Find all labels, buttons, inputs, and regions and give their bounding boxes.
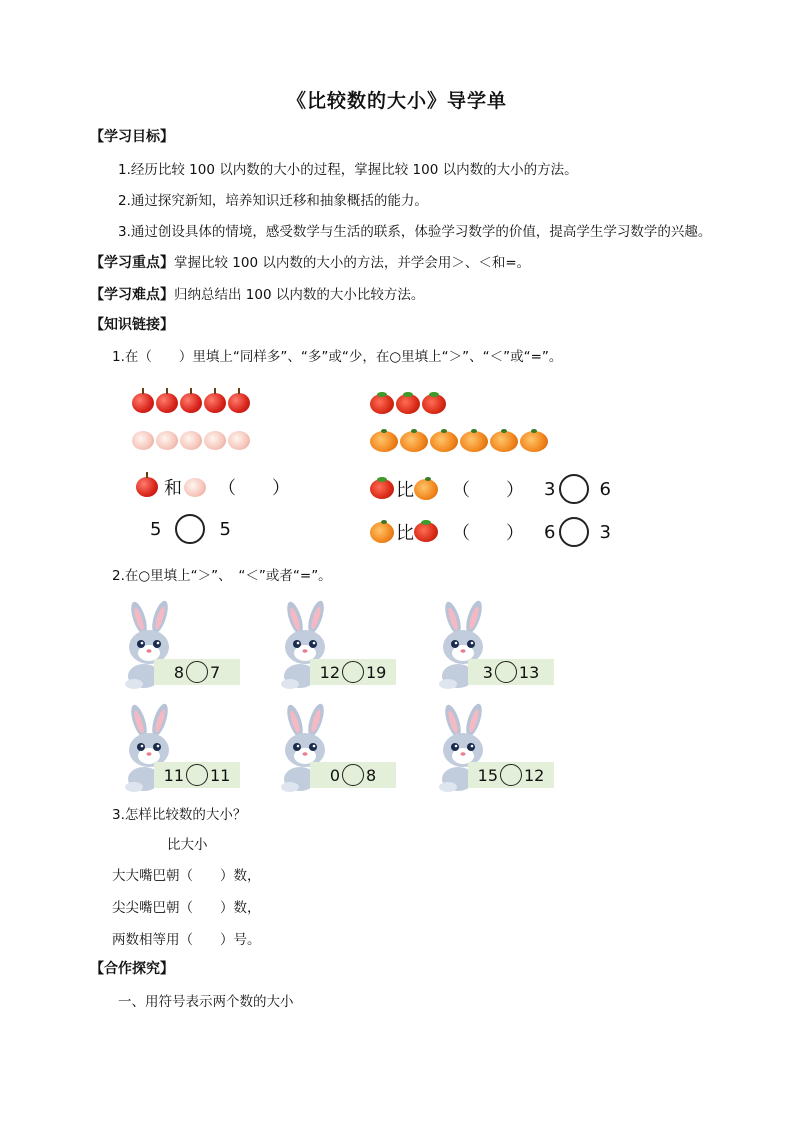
- compare-right: 7: [210, 662, 221, 682]
- compare-left: 6: [544, 521, 556, 543]
- apple-icon: [136, 477, 158, 497]
- rabbit-compare-card: [122, 703, 252, 793]
- difficulty-text: 归纳总结出 100 以内数的大小比较方法。: [174, 287, 425, 303]
- rabbit-compare-card: [278, 703, 408, 793]
- compare-left: 12: [319, 662, 340, 682]
- knowledge-link-heading: 【知识链接】: [90, 317, 174, 333]
- orange-icon: [490, 431, 518, 452]
- question-1: 1.在（ ）里填上“同样多”、“多”或“少，在○里填上“＞”、“＜”或“=”。: [112, 349, 563, 365]
- compare-left: 11: [163, 765, 184, 785]
- compare-box: [154, 659, 240, 685]
- compare-left: 0: [329, 765, 340, 785]
- orange-icon: [414, 479, 438, 500]
- compare-right: 6: [599, 478, 611, 500]
- question-2: 2.在○里填上“＞”、 “＜”或者“=”。: [112, 568, 332, 584]
- compare-right: 5: [219, 518, 231, 540]
- goal-1: 1.经历比较 100 以内数的大小的过程，掌握比较 100 以内数的大小的方法。: [118, 162, 578, 178]
- cooperative-heading: 【合作探究】: [90, 961, 174, 977]
- compare-circle[interactable]: [500, 764, 522, 786]
- answer-blank[interactable]: （ ）: [452, 480, 524, 501]
- tomato-orange-compare: [370, 474, 611, 504]
- compare-box: [154, 762, 240, 788]
- compare-box: [310, 762, 396, 788]
- compare-left: 15: [477, 765, 498, 785]
- compare-right: 12: [524, 765, 545, 785]
- compare-circle[interactable]: [186, 661, 208, 683]
- compare-left: 8: [173, 662, 184, 682]
- compare-right: 19: [366, 662, 387, 682]
- orange-icon: [460, 431, 488, 452]
- compare-heading: 比大小: [167, 837, 208, 853]
- page-title: 《比较数的大小》导学单: [286, 90, 507, 112]
- peach-icon: [204, 431, 226, 450]
- tomato-icon: [414, 522, 438, 542]
- rabbit-compare-card: [122, 600, 252, 690]
- apple-icon: [132, 393, 154, 413]
- goal-2: 2.通过探究新知，培养知识迁移和抽象概括的能力。: [118, 193, 428, 209]
- orange-icon: [400, 431, 428, 452]
- compare-circle[interactable]: [175, 514, 205, 544]
- orange-icon: [370, 431, 398, 452]
- and-label: 和: [164, 478, 182, 499]
- compare-box: [468, 659, 554, 685]
- rabbit-compare-card: [278, 600, 408, 690]
- compare-left: 5: [150, 518, 162, 540]
- peach-row: [132, 431, 252, 450]
- compare-left: 3: [482, 662, 493, 682]
- compare-left: 3: [544, 478, 556, 500]
- rabbit-compare-card: [436, 703, 566, 793]
- apple-row: [132, 393, 252, 413]
- orange-icon: [430, 431, 458, 452]
- question-3: 3.怎样比较数的大小？: [112, 807, 247, 823]
- difficulty-heading: 【学习难点】: [90, 287, 174, 303]
- compare-box: [468, 762, 554, 788]
- apple-icon: [156, 393, 178, 413]
- cooperative-item-1: 一、用符号表示两个数的大小: [118, 994, 294, 1010]
- answer-blank[interactable]: （ ）: [218, 478, 290, 499]
- peach-icon: [184, 478, 206, 497]
- than-label: 比: [396, 523, 414, 544]
- compare-right: 13: [518, 662, 540, 682]
- peach-icon: [180, 431, 202, 450]
- compare-circle[interactable]: [186, 764, 208, 786]
- rule-3: 两数相等用（ ）号。: [112, 932, 261, 948]
- compare-circle[interactable]: [342, 764, 364, 786]
- compare-circle[interactable]: [559, 474, 589, 504]
- orange-icon: [520, 431, 548, 452]
- compare-5-5: [150, 514, 231, 544]
- compare-right: 8: [366, 765, 377, 785]
- orange-icon: [370, 522, 394, 543]
- tomato-row: [370, 394, 448, 414]
- compare-box: [310, 659, 396, 685]
- orange-row: [370, 431, 550, 452]
- key-heading: 【学习重点】: [90, 255, 174, 271]
- peach-icon: [156, 431, 178, 450]
- answer-blank[interactable]: （ ）: [452, 523, 524, 544]
- peach-icon: [132, 431, 154, 450]
- compare-circle[interactable]: [342, 661, 364, 683]
- rule-1: 大大嘴巴朝（ ）数，: [112, 868, 261, 884]
- goal-3: 3.通过创设具体的情境，感受数学与生活的联系，体验学习数学的价值，提高学生学习数学的兴趣。: [118, 224, 712, 240]
- apple-icon: [228, 393, 250, 413]
- rabbit-compare-card: [436, 600, 566, 690]
- key-text: 掌握比较 100 以内数的大小的方法，并学会用＞、＜和=。: [174, 255, 531, 271]
- difficulty: [90, 283, 424, 304]
- compare-circle[interactable]: [559, 517, 589, 547]
- apple-icon: [180, 393, 202, 413]
- than-label: 比: [396, 480, 414, 501]
- tomato-icon: [422, 394, 446, 414]
- tomato-icon: [396, 394, 420, 414]
- compare-circle[interactable]: [495, 661, 517, 683]
- key-point: [90, 251, 530, 272]
- rule-2: 尖尖嘴巴朝（ ）数，: [112, 900, 261, 916]
- orange-tomato-compare: [370, 517, 611, 547]
- goals-heading: 【学习目标】: [90, 129, 174, 145]
- apple-icon: [204, 393, 226, 413]
- tomato-icon: [370, 479, 394, 499]
- compare-right: 3: [599, 521, 611, 543]
- compare-right: 11: [210, 765, 231, 785]
- peach-icon: [228, 431, 250, 450]
- tomato-icon: [370, 394, 394, 414]
- apple-peach-compare: [136, 474, 290, 500]
